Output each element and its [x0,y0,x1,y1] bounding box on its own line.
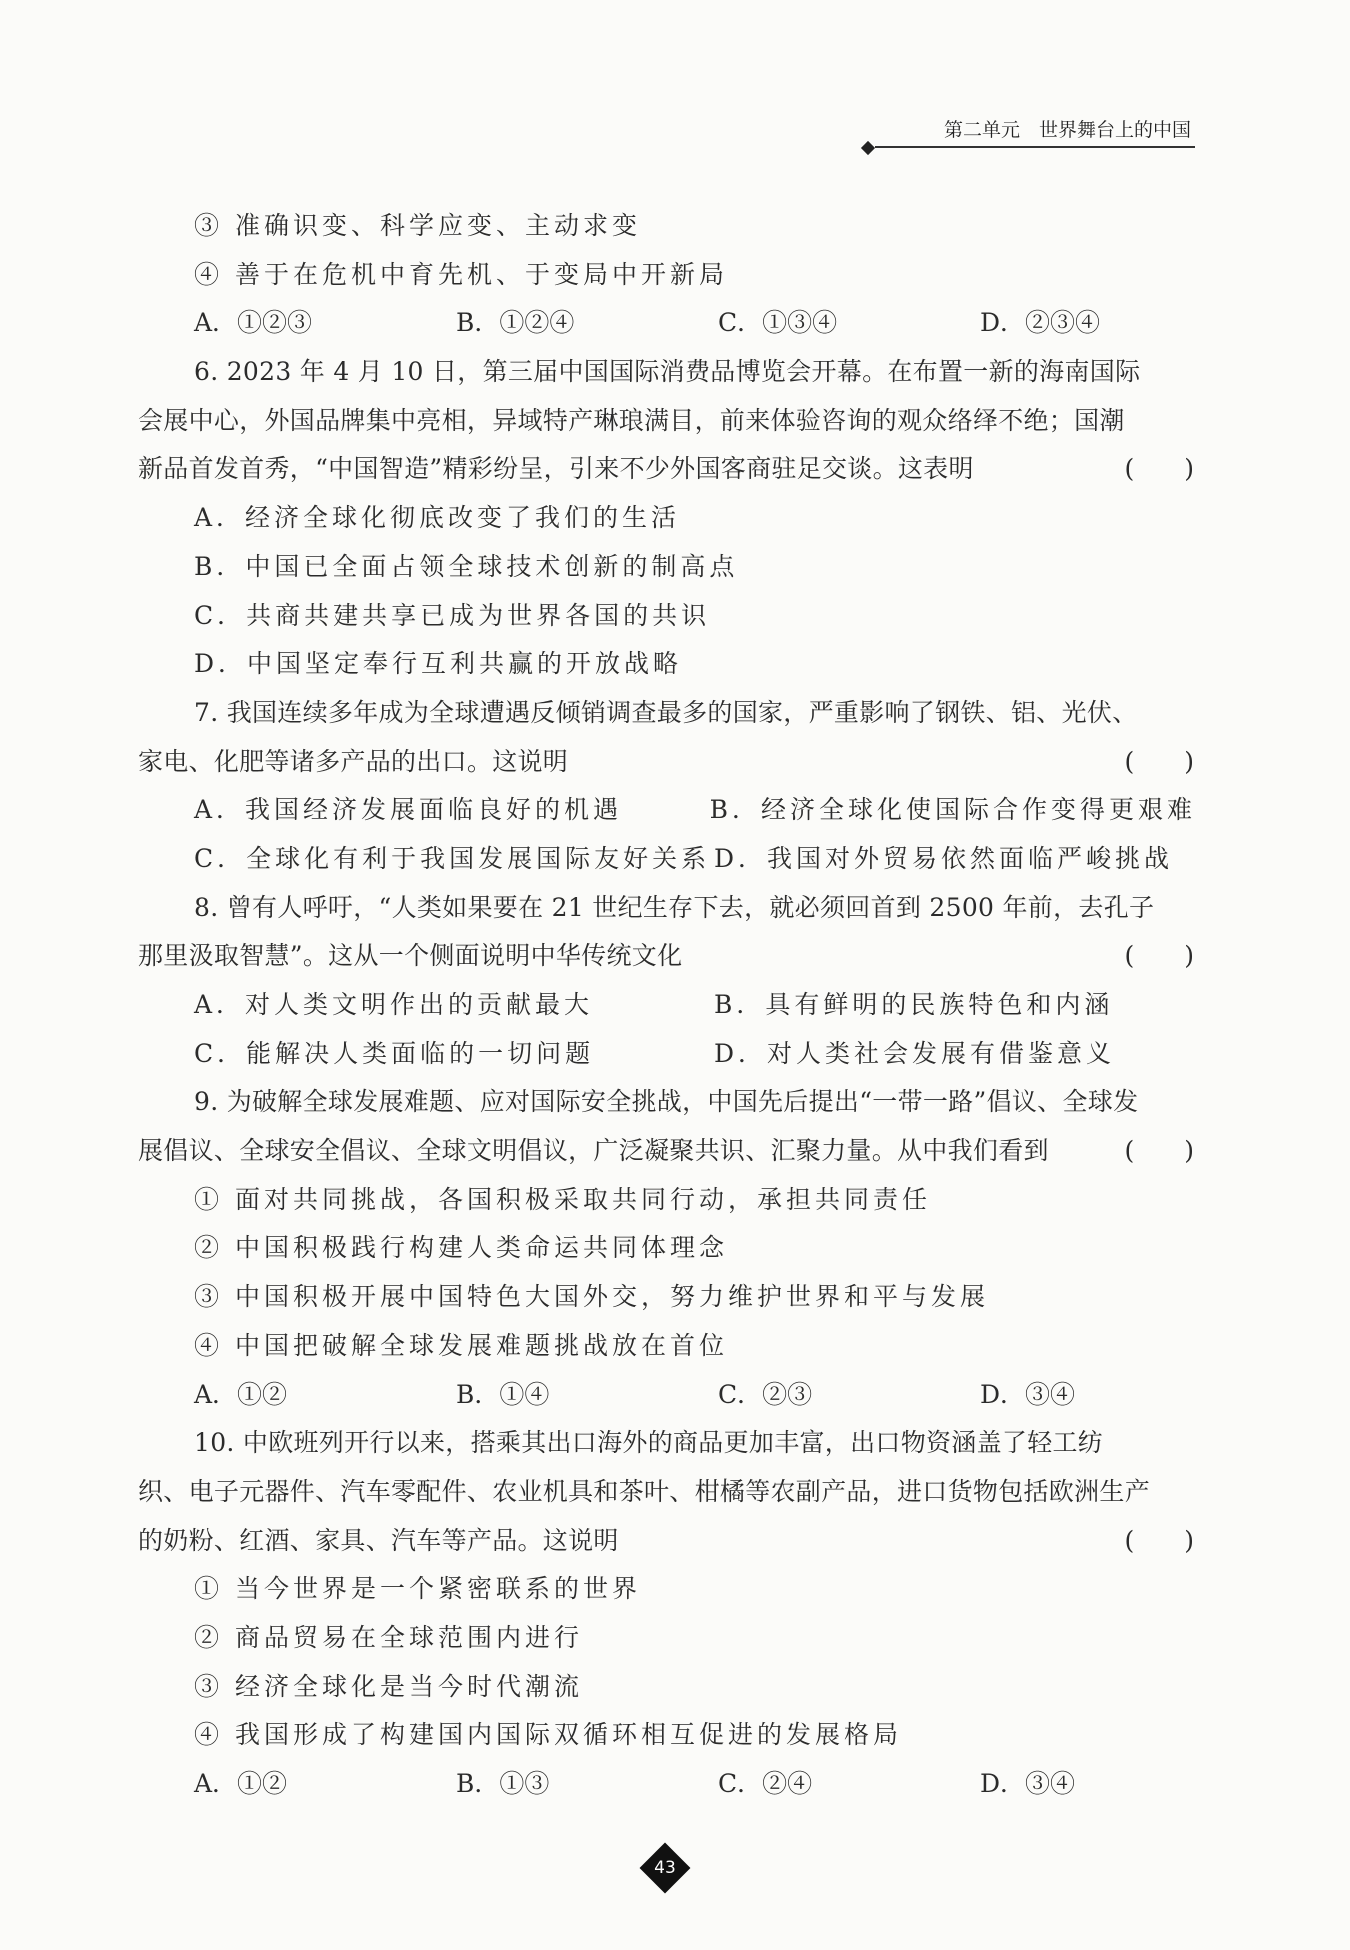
q8-stem-line-2 [138,932,1196,981]
q8-stem-line-2-text: 那里汲取智慧”。这从一个侧面说明中华传统文化 [138,941,683,971]
q10-stem-line-3 [138,1517,1196,1566]
q8-option-b: B．具有鲜明的民族特色和内涵 [714,990,1114,1019]
q7-answer-paren: ( ) [1124,746,1194,776]
q10-item-3: ③ 经济全球化是当今时代潮流 [194,1671,583,1701]
q5-option-c: C．①③④ [718,308,838,338]
q8-options-row-2 [138,1030,1196,1079]
q7-stem-line-2 [138,738,1196,787]
q10-item-2: ② 商品贸易在全球范围内进行 [194,1622,583,1652]
q8-answer-paren: ( ) [1124,941,1194,971]
q8-option-d: D．对人类社会发展有借鉴意义 [714,1038,1116,1068]
q9-options [138,1371,1196,1420]
running-header [875,112,1195,148]
q6-option-a: A．经济全球化彻底改变了我们的生活 [194,503,681,533]
q9-item-2: ② 中国积极践行构建人类命运共同体理念 [194,1233,728,1263]
q10-stem-line-1: 10. 中欧班列开行以来，搭乘其出口海外的商品更加丰富，出口物资涵盖了轻工纺 [194,1428,1104,1458]
q10-options [138,1760,1196,1809]
q10-item-4: ④ 我国形成了构建国内国际双循环相互促进的发展格局 [194,1720,902,1750]
header-unit: 第二单元 [943,119,1020,141]
q7-options-row-1 [138,786,1196,835]
q10-option-b: B．①③ [456,1769,550,1798]
q9-option-b: B．①④ [456,1379,550,1409]
header-text [944,115,1191,142]
q9-option-d: D．③④ [980,1379,1076,1409]
q10-stem-line-2: 织、电子元器件、汽车零配件、农业机具和茶叶、柑橘等农副产品，进口货物包括欧洲生产 [138,1476,1151,1506]
q10-answer-paren: ( ) [1124,1525,1194,1555]
q5-options [138,299,1196,348]
q9-item-4: ④ 中国把破解全球发展难题挑战放在首位 [194,1330,728,1360]
question-content [138,202,1196,1809]
q6-option-b: B．中国已全面占领全球技术创新的制高点 [194,551,739,581]
q7-option-d: D．我国对外贸易依然面临严峻挑战 [714,843,1174,873]
q5-item-3: ③ 准确识变、科学应变、主动求变 [194,211,641,240]
q9-stem-line-2-text: 展倡议、全球安全倡议、全球文明倡议，广泛凝聚共识、汇聚力量。从中我们看到 [138,1136,1049,1166]
q9-option-c: C．②③ [718,1379,813,1409]
q6-stem-line-3 [138,445,1196,494]
q7-stem-line-1: 7. 我国连续多年成为全球遭遇反倾销调查最多的国家，严重影响了钢铁、铝、光伏、 [194,697,1138,727]
q10-option-a: A．①② [194,1769,288,1798]
q5-item-4: ④ 善于在危机中育先机、于变局中开新局 [194,259,728,289]
q6-stem-line-3-text: 新品首发首秀，“中国智造”精彩纷呈，引来不少外国客商驻足交谈。这表明 [138,454,974,484]
q10-stem-line-3-text: 的奶粉、红酒、家具、汽车等产品。这说明 [138,1525,619,1555]
q9-stem-line-1: 9. 为破解全球发展难题、应对国际安全挑战，中国先后提出“一带一路”倡议、全球发 [194,1087,1139,1117]
q6-stem-line-1: 6. 2023 年 4 月 10 日，第三届中国国际消费品博览会开幕。在布置一新的海南国际 [194,357,1141,387]
q9-stem-line-2 [138,1127,1196,1176]
q5-option-d: D．②③④ [980,308,1101,338]
q5-option-a: A．①②③ [194,308,313,338]
q7-options-row-2 [138,835,1196,884]
q6-option-c: C．共商共建共享已成为世界各国的共识 [194,600,711,630]
q10-option-c: C．②④ [718,1769,813,1798]
q6-option-d: D．中国坚定奉行互利共赢的开放战略 [194,649,683,679]
q10-item-1: ① 当今世界是一个紧密联系的世界 [194,1574,641,1604]
q8-option-c: C．能解决人类面临的一切问题 [194,1038,595,1068]
q8-stem-line-1: 8. 曾有人呼吁，“人类如果要在 21 世纪生存下去，就必须回首到 2500 年前，去孔子 [194,892,1155,922]
q7-stem-line-2-text: 家电、化肥等诸多产品的出口。这说明 [138,746,569,776]
q6-answer-paren: ( ) [1124,454,1194,484]
header-title: 世界舞台上的中国 [1038,119,1191,141]
page-number: 43 [654,1858,676,1878]
q7-option-c: C．全球化有利于我国发展国际友好关系 [194,843,711,873]
page-number-badge [642,1845,688,1891]
q9-answer-paren: ( ) [1124,1136,1194,1166]
q8-option-a: A．对人类文明作出的贡献最大 [194,990,594,1019]
header-diamond-icon [861,141,875,155]
q9-item-1: ① 面对共同挑战，各国积极采取共同行动，承担共同责任 [194,1184,931,1214]
q9-option-a: A．①② [194,1379,288,1409]
q7-option-a: A．我国经济发展面临良好的机遇 [194,795,623,825]
q9-item-3: ③ 中国积极开展中国特色大国外交，努力维护世界和平与发展 [194,1282,989,1312]
q6-stem-line-2: 会展中心，外国品牌集中亮相，异域特产琳琅满目，前来体验咨询的观众络绎不绝；国潮 [138,405,1125,435]
q5-option-b: B．①②④ [456,308,575,338]
q7-option-b: B．经济全球化使国际合作变得更艰难 [709,795,1196,825]
q8-options-row-1 [138,981,1196,1030]
q10-option-d: D．③④ [980,1769,1076,1798]
